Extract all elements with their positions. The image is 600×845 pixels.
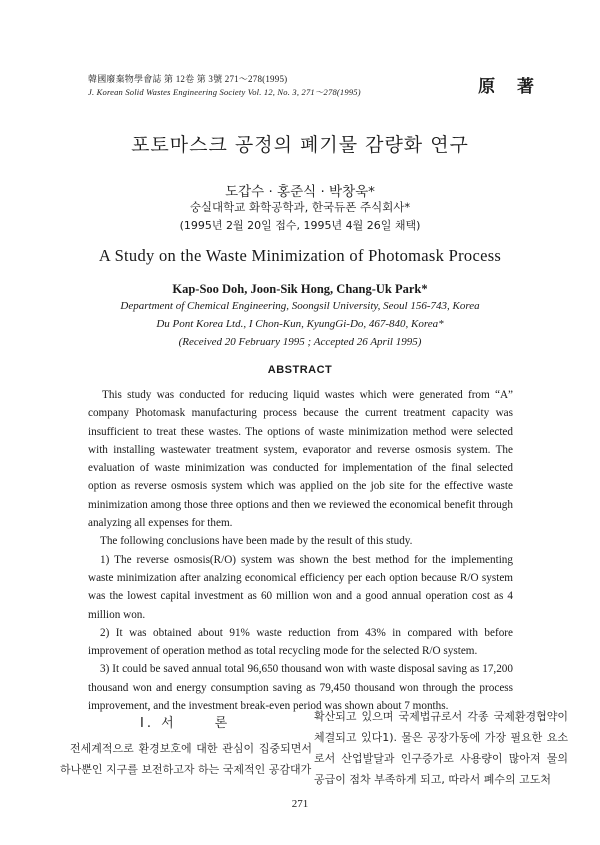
- affiliation-korean: 숭실대학교 화학공학과, 한국듀폰 주식회사*: [189, 200, 411, 214]
- section-number: I. 서: [140, 716, 177, 731]
- dates-korean: (1995년 2월 20일 접수, 1995년 4월 26일 채택): [179, 219, 421, 232]
- abstract-paragraph-1: This study was conducted for reducing liquid wastes which were generated from “A” company Photomask manufacturing process because the current treatment capacity was insufficient to treat these wastes. The options of waste minimization method were selected with installing wastewater treatment system, evaporator and reverse osmosis system. The evaluation of waste minimization was conducted for implementation of the final selected option as reverse osmosis system which was applied on the job site for the effective waste minimization among those three options and then we reviewed the economical benefit through analyzing all expenses for them.: [88, 389, 513, 530]
- abstract-paragraph-4: 2) It was obtained about 91% waste reduction from 43% in compared with before improvement of operation method as total recycling mode for the selected R/O system.: [88, 626, 513, 658]
- abstract-paragraph-3: 1) The reverse osmosis(R/O) system was shown the best method for the implementing waste minimization after analzing economical efficiency per each option because R/O system was the lowest capital investment as 60 million won and a good annual operation cost as 4 million won.: [88, 553, 513, 621]
- page-number: 271: [291, 798, 309, 810]
- authors-english: Kap-Soo Doh, Joon-Sik Hong, Chang-Uk Park*: [172, 282, 428, 296]
- abstract-paragraph-2: The following conclusions have been made by the result of this study.: [100, 535, 413, 548]
- abstract-heading: ABSTRACT: [267, 364, 333, 376]
- authors-korean: 도갑수 · 홍준식 · 박창욱*: [225, 184, 375, 200]
- affiliation-english-2: Du Pont Korea Ltd., I Chon-Kun, KyungGi-Do, 467-840, Korea*: [156, 318, 444, 330]
- section-title: 론: [214, 716, 231, 731]
- abstract-paragraph-5: 3) It could be saved annual total 96,650 thousand won with waste disposal saving as 17,200 thousand won and energy consumption saving as 79,450 thousand won through the process improvement, and the investment break-even period was shown about 7 months.: [88, 663, 513, 713]
- journal-citation-english: J. Korean Solid Wastes Engineering Society Vol. 12, No. 3, 271～278(1995): [88, 87, 361, 97]
- title-english: A Study on the Waste Minimization of Photomask Process: [98, 246, 502, 265]
- title-korean: 포토마스크 공정의 폐기물 감량화 연구: [131, 134, 469, 156]
- introduction-left-column: 전세계적으로 환경보호에 대한 관심이 집중되면서 하나뿐인 지구를 보전하고자 하는 국제적인 공감대가: [60, 742, 312, 776]
- abstract-body: [88, 386, 513, 715]
- journal-citation-korean: 韓國廢棄物學會誌 第 12卷 第 3號 271～278(1995): [88, 74, 288, 84]
- introduction-right-column: 확산되고 있으며 국제법규로서 각종 국제환경협약이 체결되고 있다1). 물은 공장가동에 가장 필요한 요소로서 산업발달과 인구증가로 사용량이 많아져 물의 공급이 점차 부족하게 되고, 따라서 폐수의 고도처: [314, 710, 568, 786]
- article-type-label: 原 著: [478, 77, 542, 97]
- affiliation-english-1: Department of Chemical Engineering, Soongsil University, Seoul 156-743, Korea: [120, 300, 480, 312]
- dates-english: (Received 20 February 1995 ; Accepted 26 April 1995): [178, 336, 422, 348]
- section-heading-introduction: [140, 712, 230, 731]
